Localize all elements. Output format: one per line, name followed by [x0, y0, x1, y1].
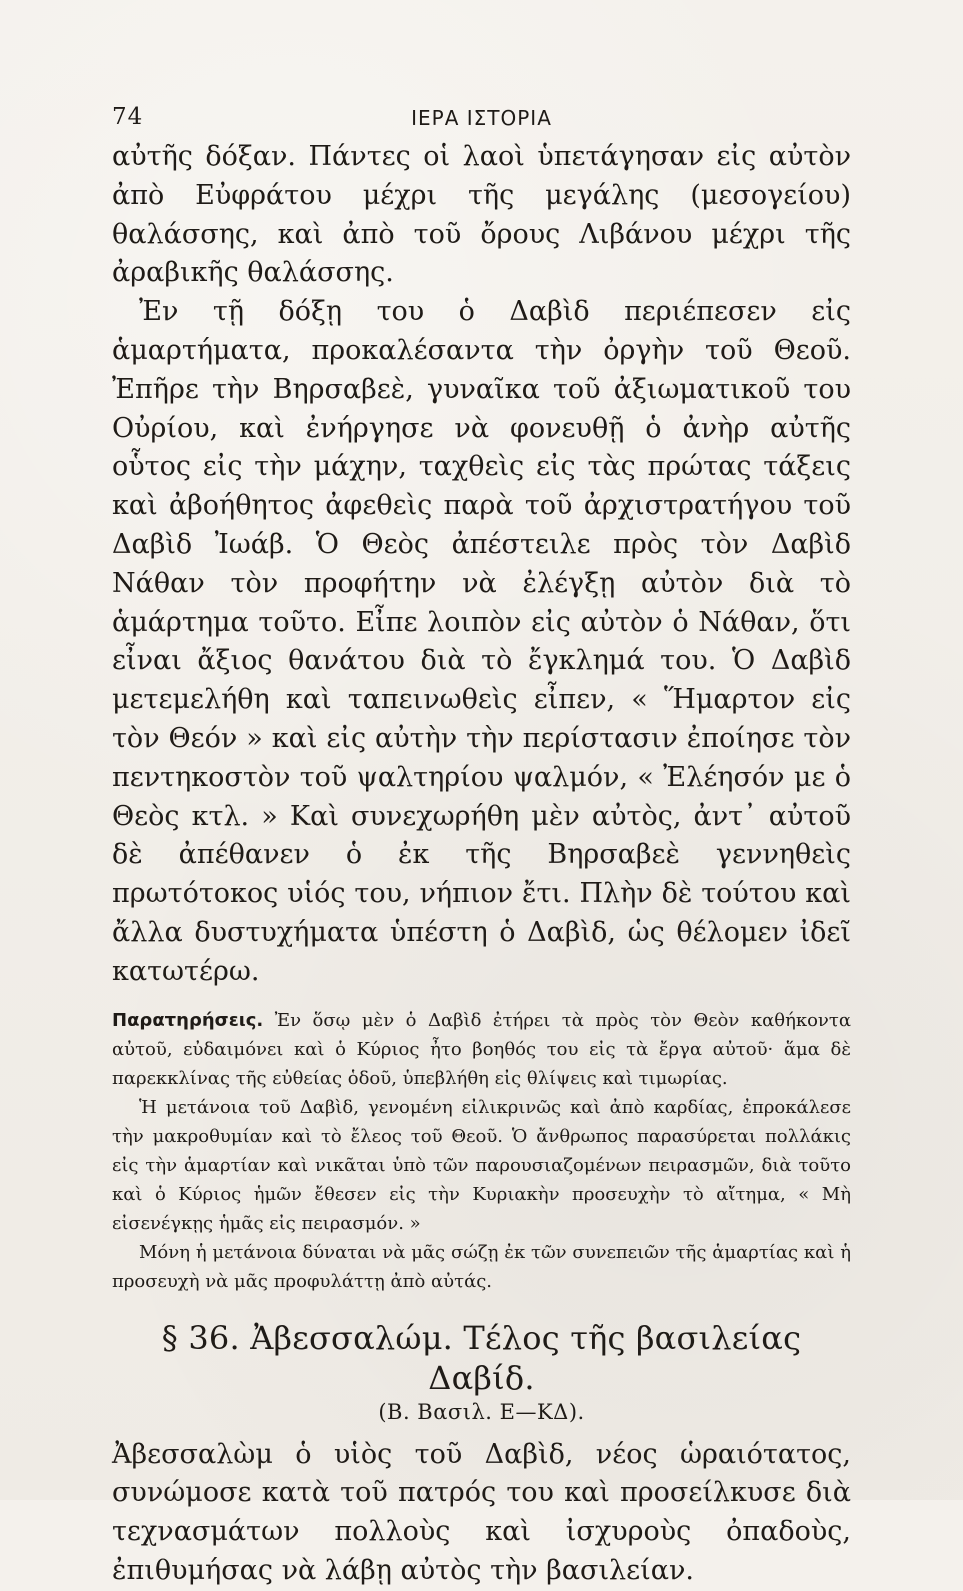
running-title: ΙΕΡΑ ΙΣΤΟΡΙΑ	[411, 106, 552, 130]
section-text	[112, 1436, 851, 1591]
section-heading: § 36. Ἀβεσσαλώμ. Τέλος τῆς βασιλείας Δαβίδ.	[161, 1318, 802, 1397]
observations-title: Παρατηρήσεις.	[112, 1009, 264, 1031]
observations-text-1: Ἐν ὅσῳ μὲν ὁ Δαβὶδ ἐτήρει τὰ πρὸς τὸν Θεὸν καθήκοντα αὐτοῦ, εὐδαιμόνει καὶ ὁ Κύριος ἦτο βοηθός του εἰς τὰ ἔργα αὐτοῦ· ἅμα δὲ παρεκκλίνας τῆς εὐθείας ὁδοῦ, ὑπεβλήθη εἰς θλίψεις καὶ τιμωρίας.	[112, 1009, 851, 1089]
main-paragraph-2: Ἐν τῇ δόξῃ του ὁ Δαβὶδ περιέπεσεν εἰς ἁμαρτήματα, προκαλέσαντα τὴν ὀργὴν τοῦ Θεοῦ. Ἐπῆρε τὴν Βηρσαβεὲ, γυναῖκα τοῦ ἀξιωματικοῦ του Οὐρίου, καὶ ἐνήργησε νὰ φονευθῇ ὁ ἀνὴρ αὐτῆς οὗτος εἰς τὴν μάχην, ταχθεὶς εἰς τὰς πρώτας τάξεις καὶ ἀβοήθητος ἀφεθεὶς παρὰ τοῦ ἀρχιστρατήγου τοῦ Δαβὶδ Ἰωάβ. Ὁ Θεὸς ἀπέστειλε πρὸς τὸν Δαβὶδ Νάθαν τὸν προφήτην νὰ ἐλέγξῃ αὐτὸν διὰ τὸ ἁμάρτημα τοῦτο. Εἶπε λοιπὸν εἰς αὐτὸν ὁ Νάθαν, ὅτι εἶναι ἄξιος θανάτου διὰ τὸ ἔγκλημά του. Ὁ Δαβὶδ μετεμελήθη καὶ ταπεινωθεὶς εἶπεν, « Ἥμαρτον εἰς τὸν Θεόν » καὶ εἰς αὐτὴν τὴν περίστασιν ἐποίησε τὸν πεντηκοστὸν τοῦ ψαλτηρίου ψαλμόν, « Ἐλέησόν με ὁ Θεὸς κτλ. » Καὶ συνεχωρήθη μὲν αὐτὸς, ἀντ᾽ αὐτοῦ δὲ ἀπέθανεν ὁ ἐκ τῆς Βηρσαβεὲ γεννηθεὶς πρωτότοκος υἱός του, νήπιον ἔτι. Πλὴν δὲ τούτου καὶ ἄλλα δυστυχήματα ὑπέστη ὁ Δαβὶδ, ὡς θέλομεν ἰδεῖ κατωτέρω.	[112, 296, 851, 987]
main-paragraph-1: αὐτῆς δόξαν. Πάντες οἱ λαοὶ ὑπετάγησαν εἰς αὐτὸν ἀπὸ Εὐφράτου μέχρι τῆς μεγάλης (μεσογείου) θαλάσσης, καὶ ἀπὸ τοῦ ὄρους Λιβάνου μέχρι τῆς ἀραβικῆς θαλάσσης.	[112, 141, 851, 289]
page-number: 74	[112, 104, 144, 130]
section-reference: (Β. Βασιλ. Ε—ΚΔ).	[378, 1399, 585, 1424]
observations-paragraph-1	[112, 1006, 851, 1093]
section-paragraph: Ἀβεσσαλὼμ ὁ υἱὸς τοῦ Δαβὶδ, νέος ὡραιότατος, συνώμοσε κατὰ τοῦ πατρός του καὶ προσείλκυσε διὰ τεχνασμάτων πολλοὺς καὶ ἰσχυροὺς ὀπαδοὺς, ἐπιθυμήσας νὰ λάβῃ αὐτὸς τὴν βασιλείαν.	[112, 1438, 851, 1586]
observations-paragraph-2: Ἡ μετάνοια τοῦ Δαβὶδ, γενομένη εἰλικρινῶς καὶ ἀπὸ καρδίας, ἐπροκάλεσε τὴν μακροθυμίαν καὶ τὸ ἔλεος τοῦ Θεοῦ. Ὁ ἄνθρωπος παρασύρεται πολλάκις εἰς τὴν ἁμαρτίαν καὶ νικᾶται ὑπὸ τῶν παρουσιαζομένων πειρασμῶν, διὰ τοῦτο καὶ ὁ Κύριος ἡμῶν ἔθεσεν εἰς τὴν Κυριακὴν προσευχὴν τὸ αἴτημα, « Μὴ εἰσενέγκῃς ἡμᾶς εἰς πειρασμόν. »	[112, 1096, 851, 1234]
observations-paragraph-3: Μόνη ἡ μετάνοια δύναται νὰ μᾶς σώζῃ ἐκ τῶν συνεπειῶν τῆς ἁμαρτίας καὶ ἡ προσευχὴ νὰ μᾶς προφυλάττῃ ἀπὸ αὐτάς.	[112, 1241, 851, 1292]
main-text	[112, 138, 851, 992]
observations-block	[112, 1006, 851, 1296]
